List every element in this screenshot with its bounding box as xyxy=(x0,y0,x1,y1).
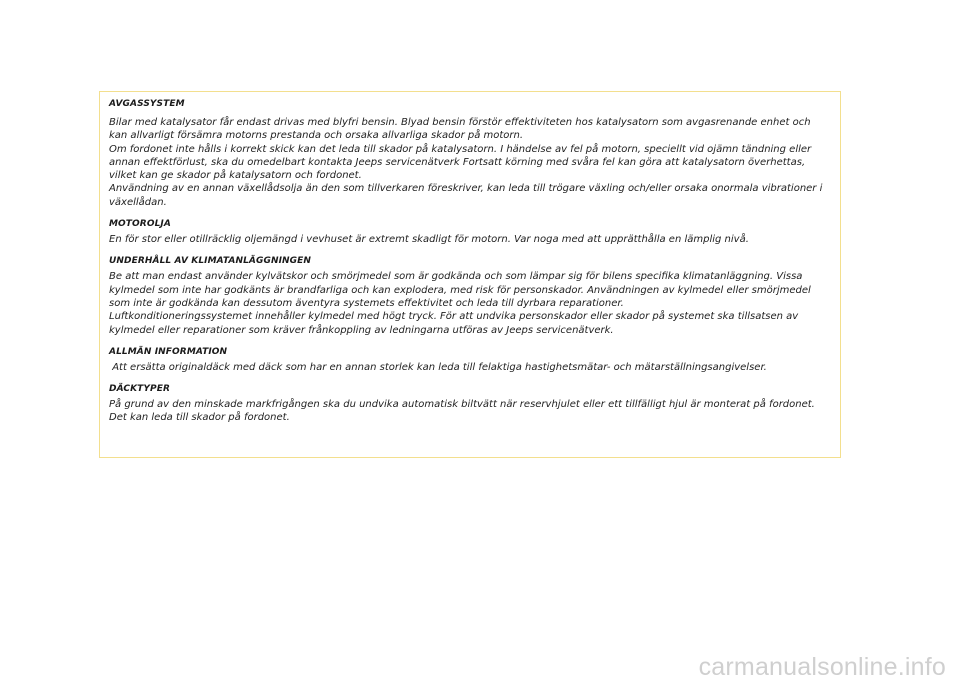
section-dacktyper xyxy=(109,383,831,425)
section-heading: DÄCKTYPER xyxy=(109,384,170,395)
section-body xyxy=(109,233,831,246)
section-body xyxy=(109,361,831,374)
paragraph: En för stor eller otillräcklig oljemängd i vevhuset är extremt skadligt för motorn. Var noga med att upprätthålla en lämplig nivå. xyxy=(109,234,749,246)
paragraph: På grund av den minskade markfrigången ska du undvika automatisk biltvätt när reservhjulet eller ett tillfälligt hjul är monterat på fordonet. Det kan leda till skador på fordonet. xyxy=(109,399,815,424)
section-heading: AVGASSYSTEM xyxy=(109,99,185,109)
paragraph: Bilar med katalysator får endast drivas med blyfri bensin. Blyad bensin förstör effektiviteten hos katalysatorn som avgasrenande enhet och kan allvarligt försämra motorns prestanda och orsaka allvarliga skador på motorn. xyxy=(109,117,811,142)
watermark: carmanualsonline.info xyxy=(698,653,946,681)
paragraph: Luftkonditioneringssystemet innehåller kylmedel med högt tryck. För att undvika personskador eller skador på systemet ska tillsatsen av kylmedel eller reparationer som kräver frånkoppling av ledningarna utföras av Jeeps servicenätverk. xyxy=(109,311,799,336)
section-heading: ALLMÄN INFORMATION xyxy=(109,346,228,357)
paragraph: Be att man endast använder kylvätskor och smörjmedel som är godkända och som lämpar sig för bilens specifika klimatanläggning. Vissa kylmedel som inte har godkänts är brandfarliga och kan explodera, med risk för personskador. Användningen av kylmedel eller smörjmedel som inte är godkända kan dessutom äventyra systemets effektivitet och leda till dyrbara reparationer. xyxy=(109,271,811,309)
section-motorolja xyxy=(109,218,831,246)
section-body xyxy=(109,116,831,209)
paragraph: Användning av en annan växellådsolja än den som tillverkaren föreskriver, kan leda till trögare växling och/eller orsaka onormala vibrationer i växellådan. xyxy=(109,183,823,208)
section-allman-information xyxy=(109,346,831,374)
section-heading: MOTOROLJA xyxy=(109,219,171,230)
section-heading: UNDERHÅLL AV KLIMATANLÄGGNINGEN xyxy=(109,256,312,267)
warning-box xyxy=(99,91,841,458)
section-avgassystem xyxy=(109,98,831,209)
paragraph: Om fordonet inte hålls i korrekt skick kan det leda till skador på katalysatorn. I händelse av fel på motorn, speciellt vid ojämn tändning eller annan effektförlust, ska du omedelbart kontakta Jeeps servicenätverk Fortsatt körning med svåra fel kan göra att katalysatorn överhettas, vilket kan ge skador på katalysatorn och fordonet. xyxy=(109,143,812,182)
section-klimatanlaggning xyxy=(109,255,831,336)
section-body xyxy=(109,398,831,425)
section-body xyxy=(109,270,831,336)
paragraph: Att ersätta originaldäck med däck som har en annan storlek kan leda till felaktiga hastighetsmätar- och mätarställningsangivelser. xyxy=(109,361,767,373)
